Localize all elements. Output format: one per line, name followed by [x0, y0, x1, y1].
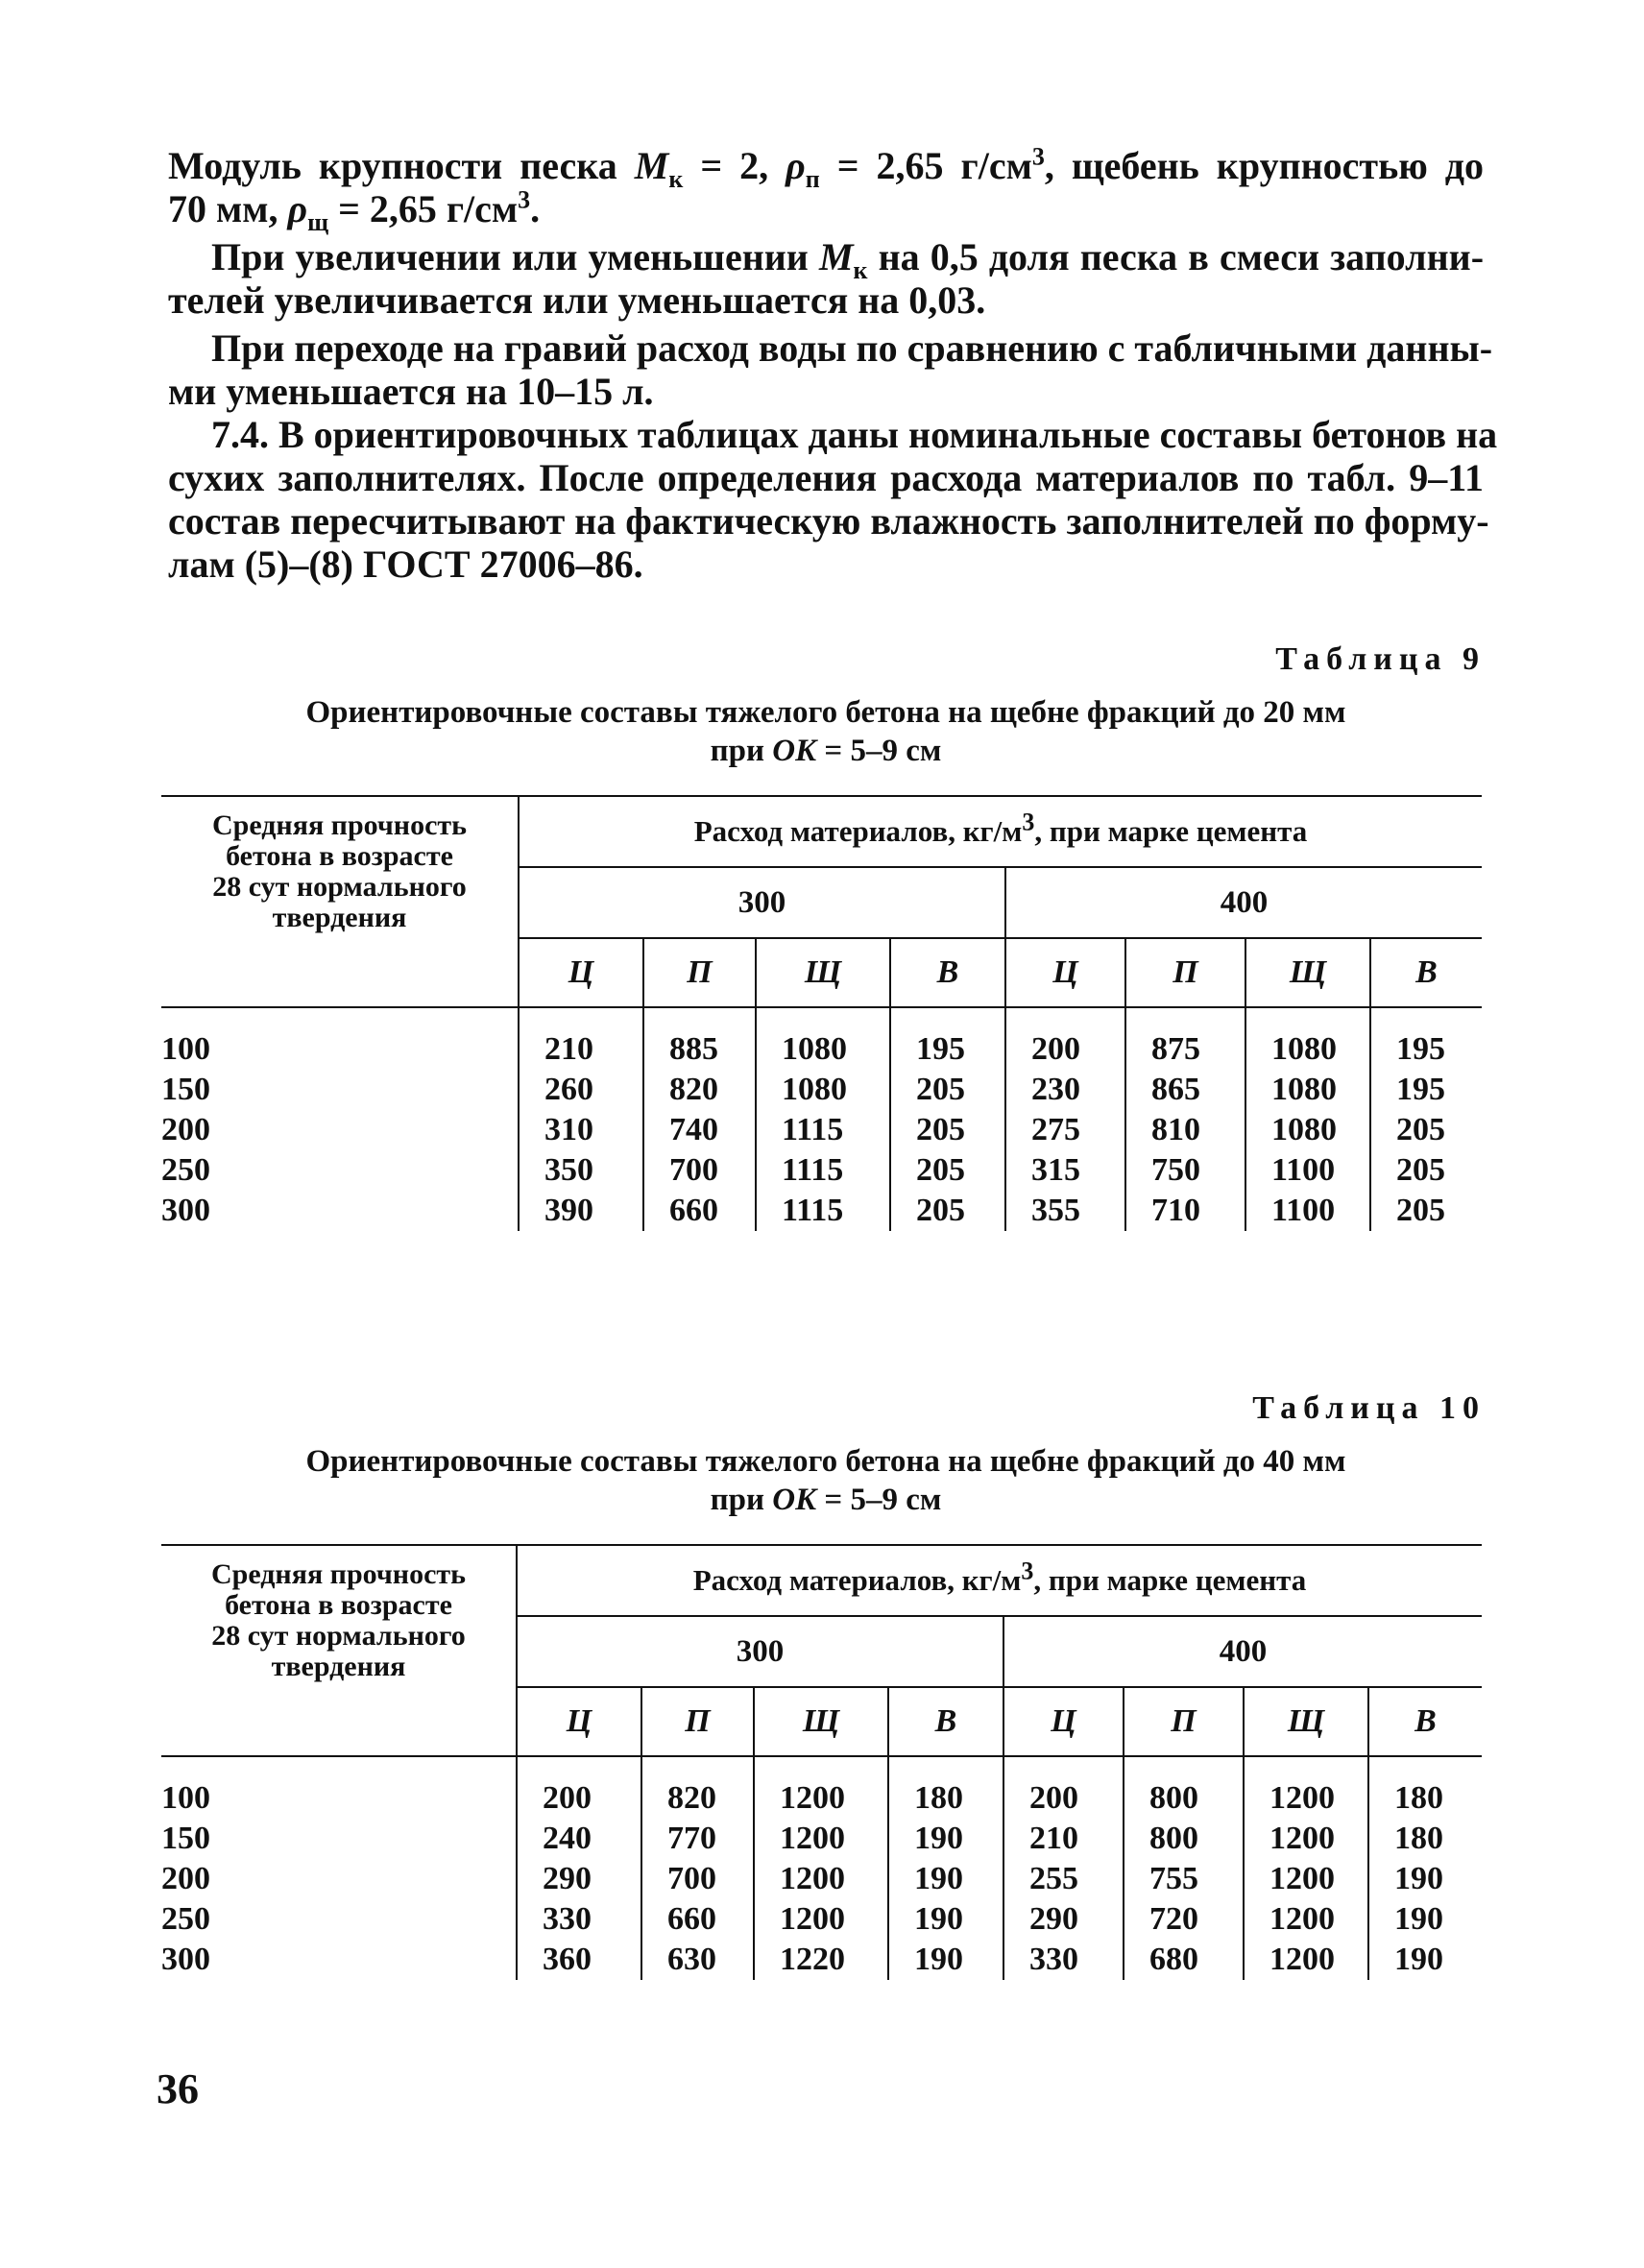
table-cell: 200 [543, 1780, 592, 1816]
data-column [1245, 1007, 1370, 1231]
symbol-mk: M [634, 144, 669, 187]
header-grade-300: 300 [517, 1616, 1003, 1687]
header-water: В [888, 1687, 1003, 1756]
symbol-mk: M [818, 235, 854, 278]
table-cell: 190 [914, 1861, 963, 1896]
paragraph-line [168, 235, 1485, 284]
table-cell: 290 [1029, 1901, 1078, 1937]
table-cell: 1200 [780, 1861, 845, 1896]
strength-column [161, 1756, 517, 1980]
table-10-label: Таблица 10 [1252, 1390, 1486, 1426]
table-cell: 205 [1396, 1193, 1445, 1228]
table-cell: 205 [916, 1112, 965, 1147]
text-run: = 2, [700, 144, 769, 187]
paragraph-sand-modulus [168, 142, 1485, 236]
paragraph-line [168, 185, 1484, 236]
paragraph-line: ми уменьшается на 10–15 л. [168, 370, 654, 413]
header-water: В [1415, 954, 1438, 990]
table-cell: 275 [1031, 1112, 1080, 1147]
table-cell: 630 [667, 1942, 716, 1977]
header-water: В [1414, 1703, 1437, 1739]
table-cell: 680 [1149, 1942, 1198, 1977]
header-gravel: Щ [754, 1687, 888, 1756]
header-cement: Ц [519, 938, 643, 1007]
text-run: на 0,5 доля песка в смеси заполни- [878, 235, 1485, 278]
header-sand: П [1124, 1687, 1244, 1756]
table-cell: 660 [667, 1901, 716, 1937]
table-cell: 300 [161, 1193, 210, 1228]
table-cell: 750 [1151, 1152, 1200, 1188]
table-cell: 200 [161, 1112, 210, 1147]
table-cell: 1200 [780, 1780, 845, 1816]
text-run: , при марке цемента [1033, 1563, 1307, 1597]
header-cement: Ц [517, 1687, 641, 1756]
table-cell: 820 [667, 1780, 716, 1816]
text-run: = 2,65 г/см [338, 187, 519, 230]
table-cell: 260 [544, 1072, 593, 1107]
header-line: твердения [271, 1651, 406, 1682]
table-cell: 660 [669, 1193, 718, 1228]
table-cell: 205 [916, 1152, 965, 1188]
paragraph-7-4 [168, 413, 1498, 586]
table-cell: 1100 [1271, 1193, 1336, 1228]
table-cell: 300 [161, 1942, 210, 1977]
table-cell: 150 [161, 1072, 210, 1107]
data-column [1244, 1756, 1368, 1980]
table-cell: 205 [916, 1072, 965, 1107]
caption-line: Ориентировочные составы тяжелого бетона на щебне фракций до 40 мм [305, 1444, 1346, 1479]
header-line: Средняя прочность [210, 1558, 466, 1590]
table-cell: 230 [1031, 1072, 1080, 1107]
table-cell: 820 [669, 1072, 718, 1107]
data-column [517, 1756, 641, 1980]
table-cell: 875 [1151, 1031, 1200, 1067]
symbol-rho: ρ [786, 144, 806, 187]
table-cell: 1080 [782, 1031, 847, 1067]
data-column [641, 1756, 754, 1980]
header-line: бетона в возрасте [225, 1589, 452, 1621]
text-run: При увеличении или уменьшении [211, 235, 809, 278]
table-cell: 1115 [782, 1152, 844, 1188]
data-column [754, 1756, 888, 1980]
table-cell: 250 [161, 1152, 210, 1188]
header-line: 28 сут нормального [211, 1620, 466, 1652]
text-run: = 5–9 см [824, 1483, 942, 1517]
table-cell: 240 [543, 1821, 592, 1856]
header-strength [161, 796, 519, 1007]
paragraph-modulus-change [168, 235, 1484, 322]
subscript: к [853, 256, 868, 284]
table-cell: 1200 [780, 1901, 845, 1937]
header-cement: Ц [1005, 938, 1125, 1007]
table-cell: 1200 [1269, 1901, 1335, 1937]
table-cell: 355 [1031, 1193, 1080, 1228]
table-9-caption [168, 693, 1484, 770]
table-cell: 205 [1396, 1152, 1445, 1188]
table-cell: 205 [1396, 1112, 1445, 1147]
table-cell: 210 [544, 1031, 593, 1067]
data-column [1124, 1756, 1244, 1980]
table-cell: 1080 [782, 1072, 847, 1107]
table-cell: 195 [1396, 1031, 1445, 1067]
header-line: Средняя прочность [211, 809, 467, 841]
table-cell: 1080 [1271, 1072, 1337, 1107]
header-consumption [519, 796, 1482, 867]
caption-line: Ориентировочные составы тяжелого бетона на щебне фракций до 20 мм [305, 695, 1346, 730]
table-cell: 150 [161, 1821, 210, 1856]
paragraph-line: 7.4. В ориентировочных таблицах даны номинальные составы бетонов на [211, 413, 1498, 456]
table-cell: 885 [669, 1031, 718, 1067]
table-cell: 195 [916, 1031, 965, 1067]
table-cell: 1115 [782, 1112, 844, 1147]
table-cell: 1100 [1271, 1152, 1336, 1188]
table-cell: 350 [544, 1152, 593, 1188]
header-sand: П [641, 1687, 754, 1756]
table-cell: 200 [1029, 1780, 1078, 1816]
table-cell: 1200 [1269, 1942, 1335, 1977]
table-cell: 360 [543, 1942, 592, 1977]
header-grade-400: 400 [1005, 867, 1482, 938]
superscript: 3 [1021, 1556, 1034, 1585]
symbol-ok: OK [772, 734, 817, 768]
table-cell: 315 [1031, 1152, 1080, 1188]
table-9-label: Таблица 9 [1275, 641, 1486, 677]
data-column [1003, 1756, 1124, 1980]
caption-line [168, 1481, 1484, 1519]
table-cell: 310 [544, 1112, 593, 1147]
table-9 [161, 795, 1482, 1231]
table-cell: 180 [914, 1780, 963, 1816]
table-cell: 210 [1029, 1821, 1078, 1856]
header-gravel: Щ [1244, 1687, 1368, 1756]
table-cell: 100 [161, 1780, 210, 1816]
table-cell: 190 [1394, 1942, 1443, 1977]
superscript: 3 [1022, 808, 1035, 836]
table-cell: 1080 [1271, 1031, 1337, 1067]
header-sand: П [1125, 938, 1245, 1007]
header-gravel: Щ [756, 938, 890, 1007]
table-cell: 390 [544, 1193, 593, 1228]
table-cell: 1115 [782, 1193, 844, 1228]
paragraph-line: телей увеличивается или уменьшается на 0,03. [168, 278, 986, 322]
table-cell: 720 [1149, 1901, 1198, 1937]
paragraph-line: сухих заполнителях. После определения расхода материалов по табл. 9–11 [168, 456, 1484, 499]
text-run: , при марке цемента [1034, 814, 1308, 848]
table-10-caption [168, 1442, 1484, 1519]
data-column [756, 1007, 890, 1231]
table-cell: 1200 [1269, 1821, 1335, 1856]
data-column [519, 1007, 643, 1231]
data-column [1005, 1007, 1125, 1231]
text-run: Расход материалов, кг/м [692, 1563, 1022, 1597]
table-10 [161, 1544, 1482, 1980]
superscript: 3 [518, 185, 531, 214]
table-cell: 740 [669, 1112, 718, 1147]
header-line: твердения [272, 902, 407, 933]
header-grade-400: 400 [1003, 1616, 1482, 1687]
table-cell: 770 [667, 1821, 716, 1856]
data-column [1125, 1007, 1245, 1231]
table-cell: 1080 [1271, 1112, 1337, 1147]
text-run: , щебень крупностью до [1044, 144, 1485, 187]
text-run: при [710, 734, 765, 768]
table-cell: 190 [1394, 1901, 1443, 1937]
header-consumption [517, 1545, 1482, 1616]
header-gravel: Щ [1245, 938, 1370, 1007]
data-column [1368, 1756, 1482, 1980]
table-cell: 100 [161, 1031, 210, 1067]
subscript: п [805, 165, 820, 193]
data-column [890, 1007, 1005, 1231]
superscript: 3 [1031, 142, 1045, 171]
table-cell: 195 [1396, 1072, 1445, 1107]
paragraph-gravel [168, 326, 1493, 413]
data-column [888, 1756, 1003, 1980]
table-cell: 1200 [1269, 1780, 1335, 1816]
table-cell: 180 [1394, 1821, 1443, 1856]
header-sand: П [643, 938, 756, 1007]
table-cell: 190 [914, 1901, 963, 1937]
table-cell: 1220 [780, 1942, 845, 1977]
header-line: 28 сут нормального [212, 871, 467, 903]
subscript: к [668, 165, 684, 193]
paragraph-line: состав пересчитывают на фактическую влажность заполнителей по форму- [168, 499, 1489, 543]
text-run: = 5–9 см [824, 734, 942, 768]
caption-line [168, 732, 1484, 770]
subscript: щ [307, 208, 329, 236]
symbol-rho: ρ [287, 187, 308, 230]
table-cell: 755 [1149, 1861, 1198, 1896]
header-strength [161, 1545, 517, 1756]
table-cell: 290 [543, 1861, 592, 1896]
header-line: бетона в возрасте [226, 840, 453, 872]
header-cement: Ц [1003, 1687, 1124, 1756]
header-water: В [890, 938, 1005, 1007]
table-cell: 330 [543, 1901, 592, 1937]
table-cell: 700 [667, 1861, 716, 1896]
table-cell: 330 [1029, 1942, 1078, 1977]
table-cell: 255 [1029, 1861, 1078, 1896]
paragraph-line: При переходе на гравий расход воды по сравнению с табличными данны- [211, 326, 1493, 370]
text-run: 70 мм, [168, 187, 278, 230]
table-cell: 200 [1031, 1031, 1080, 1067]
table-cell: 1200 [780, 1821, 845, 1856]
table-cell: 700 [669, 1152, 718, 1188]
paragraph-line: лам (5)–(8) ГОСТ 27006–86. [168, 543, 643, 586]
table-cell: 190 [914, 1821, 963, 1856]
paragraph-line [168, 142, 1485, 193]
header-grade-300: 300 [519, 867, 1005, 938]
table-cell: 190 [914, 1942, 963, 1977]
table-cell: 710 [1151, 1193, 1200, 1228]
symbol-ok: OK [772, 1483, 817, 1517]
text-run: Модуль крупности песка [168, 144, 617, 187]
strength-column [161, 1007, 519, 1231]
text-run: = 2,65 г/см [836, 144, 1032, 187]
table-cell: 205 [916, 1193, 965, 1228]
table-cell: 810 [1151, 1112, 1200, 1147]
table-cell: 190 [1394, 1861, 1443, 1896]
text-run: . [530, 187, 541, 230]
data-column [643, 1007, 756, 1231]
table-cell: 800 [1149, 1821, 1198, 1856]
table-cell: 865 [1151, 1072, 1200, 1107]
text-run: при [710, 1483, 765, 1517]
table-cell: 250 [161, 1901, 210, 1937]
page-number: 36 [157, 2065, 199, 2112]
table-cell: 1200 [1269, 1861, 1335, 1896]
table-cell: 800 [1149, 1780, 1198, 1816]
table-cell: 180 [1394, 1780, 1443, 1816]
data-column [1370, 1007, 1482, 1231]
table-cell: 200 [161, 1861, 210, 1896]
text-run: Расход материалов, кг/м [693, 814, 1023, 848]
